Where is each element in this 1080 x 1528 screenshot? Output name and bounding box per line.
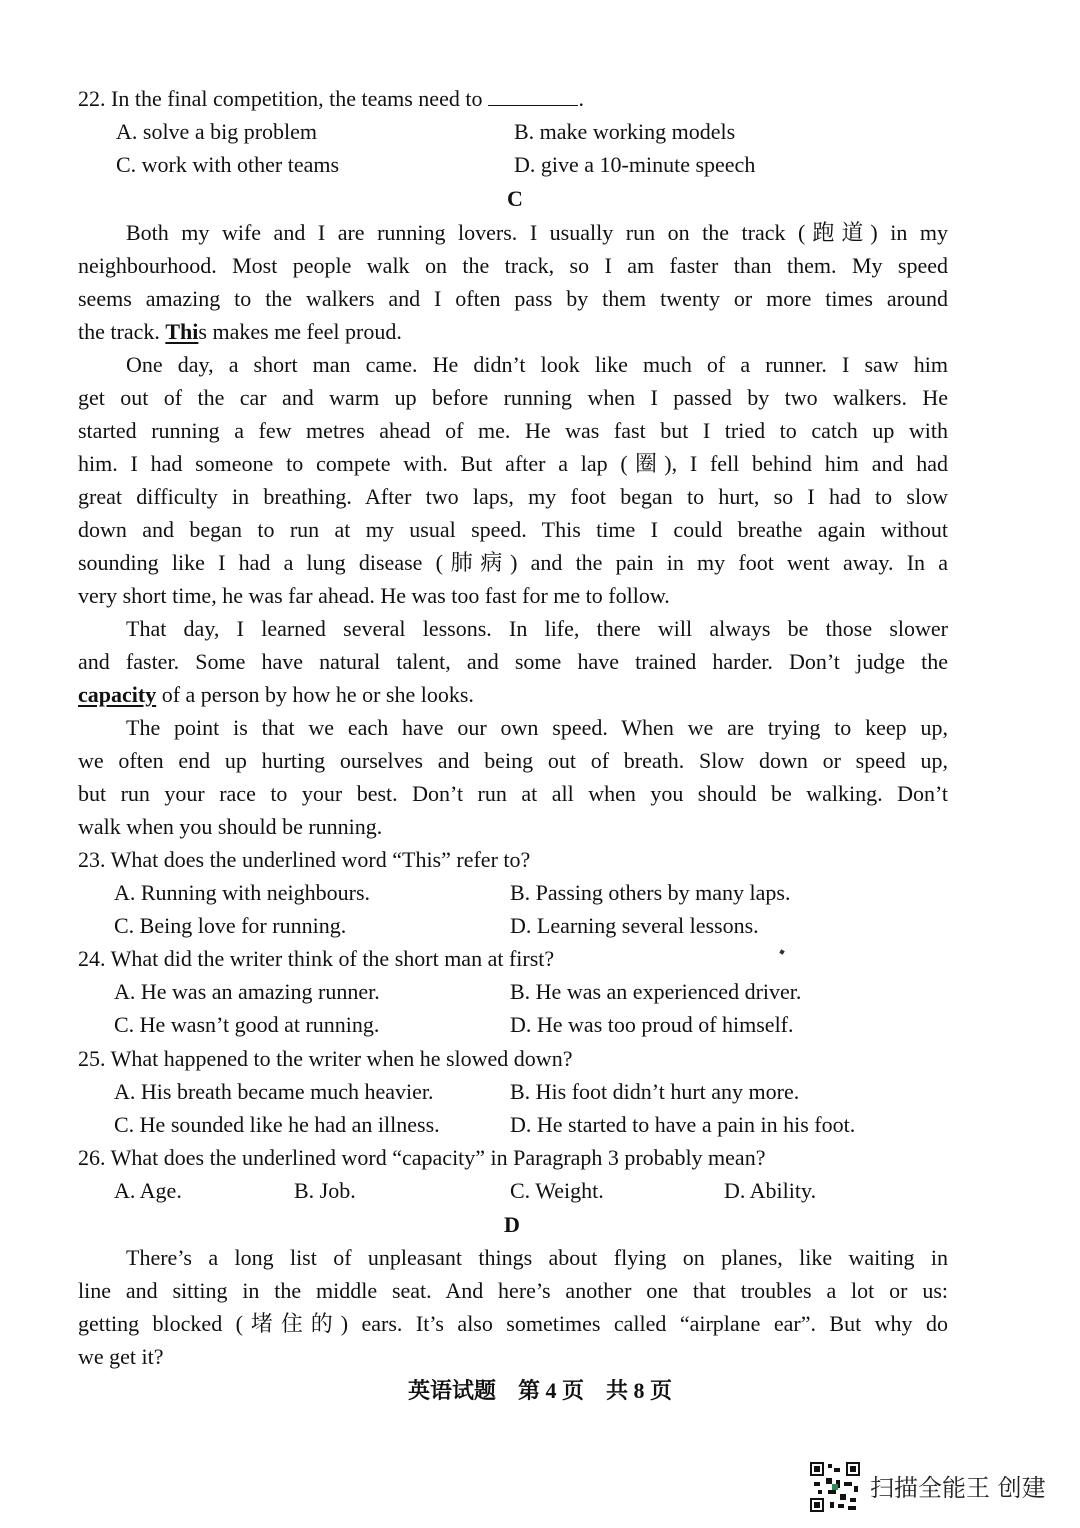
passage-line: very short time, he was far ahead. He was too fast for me to follow. [78, 583, 670, 608]
scanner-watermark: 扫描全能王 创建 [870, 1474, 1046, 1502]
q25-option-a: A. His breath became much heavier. [114, 1079, 434, 1104]
q24-stem: 24. What did the writer think of the short man at first? [78, 946, 555, 971]
q25-option-d: D. He started to have a pain in his foot. [510, 1112, 856, 1137]
underlined-word-this: Thi [165, 319, 199, 344]
passage-line: get out of the car and warm up before running when I passed by two walkers. He [78, 385, 948, 410]
passage-line: walk when you should be running. [78, 814, 383, 839]
section-c-heading: C [507, 186, 523, 211]
passage-line: we get it? [78, 1344, 164, 1369]
passage-line: we often end up hurting ourselves and being out of breath. Slow down or speed up, [78, 748, 948, 773]
q26-option-d: D. Ability. [724, 1178, 817, 1203]
q22-option-a: A. solve a big problem [116, 119, 318, 144]
q26-option-b: B. Job. [294, 1178, 356, 1203]
q26-option-c: C. Weight. [510, 1178, 604, 1203]
passage-line: line and sitting in the middle seat. And here’s another one that troubles a lot or us: [78, 1278, 948, 1303]
q25-option-c: C. He sounded like he had an illness. [114, 1112, 440, 1137]
q24-option-b: B. He was an experienced driver. [510, 979, 802, 1004]
q25-option-b: B. His foot didn’t hurt any more. [510, 1079, 800, 1104]
passage-line: That day, I learned several lessons. In life, there will always be those slower [126, 616, 948, 641]
q23-option-d: D. Learning several lessons. [510, 913, 759, 938]
q26-option-a: A. Age. [114, 1178, 182, 1203]
passage-line: sounding like I had a lung disease (肺病) and the pain in my foot went away. In a [78, 550, 948, 575]
passage-line: There’s a long list of unpleasant things about flying on planes, like waiting in [126, 1245, 948, 1270]
q25-stem: 25. What happened to the writer when he slowed down? [78, 1046, 573, 1071]
q24-option-a: A. He was an amazing runner. [114, 979, 380, 1004]
passage-line: the track. This makes me feel proud. [78, 319, 402, 344]
passage-line: Both my wife and I are running lovers. I usually run on the track (跑道) in my [126, 220, 948, 245]
passage-line: seems amazing to the walkers and I often pass by them twenty or more times around [78, 286, 948, 311]
underlined-word-capacity: capacity [78, 682, 157, 707]
q23-option-c: C. Being love for running. [114, 913, 347, 938]
q23-option-b: B. Passing others by many laps. [510, 880, 791, 905]
q22-stem: 22. In the final competition, the teams need to . [78, 82, 948, 115]
passage-line: great difficulty in breathing. After two laps, my foot began to hurt, so I had to slow [78, 484, 948, 509]
passage-line: but run your race to your best. Don’t run at all when you should be walking. Don’t [78, 781, 948, 806]
qr-code-icon [810, 1462, 860, 1512]
passage-line: started running a few metres ahead of me. He was fast but I tried to catch up with [78, 418, 948, 443]
passage-line: The point is that we each have our own speed. When we are trying to keep up, [126, 715, 948, 740]
q22-option-b: B. make working models [514, 119, 736, 144]
passage-line: One day, a short man came. He didn’t look like much of a runner. I saw him [126, 352, 948, 377]
page-footer: 英语试题 第 4 页 共 8 页 [407, 1378, 672, 1403]
q24-option-c: C. He wasn’t good at running. [114, 1012, 380, 1037]
q23-stem: 23. What does the underlined word “This” refer to? [78, 847, 531, 872]
passage-line: capacity of a person by how he or she looks. [78, 682, 474, 707]
section-d-heading: D [504, 1212, 520, 1237]
q23-option-a: A. Running with neighbours. [114, 880, 371, 905]
passage-line: getting blocked (堵住的) ears. It’s also sometimes called “airplane ear”. But why do [78, 1311, 948, 1336]
passage-line: and faster. Some have natural talent, and some have trained harder. Don’t judge the [78, 649, 948, 674]
passage-line: neighbourhood. Most people walk on the track, so I am faster than them. My speed [78, 253, 948, 278]
answer-blank [488, 83, 578, 106]
passage-line: down and began to run at my usual speed. This time I could breathe again without [78, 517, 948, 542]
passage-line: him. I had someone to compete with. But after a lap (圈), I fell behind him and had [78, 451, 948, 476]
q24-option-d: D. He was too proud of himself. [510, 1012, 794, 1037]
q26-stem: 26. What does the underlined word “capacity” in Paragraph 3 probably mean? [78, 1145, 766, 1170]
q22-option-d: D. give a 10-minute speech [514, 152, 756, 177]
q22-option-c: C. work with other teams [116, 152, 340, 177]
